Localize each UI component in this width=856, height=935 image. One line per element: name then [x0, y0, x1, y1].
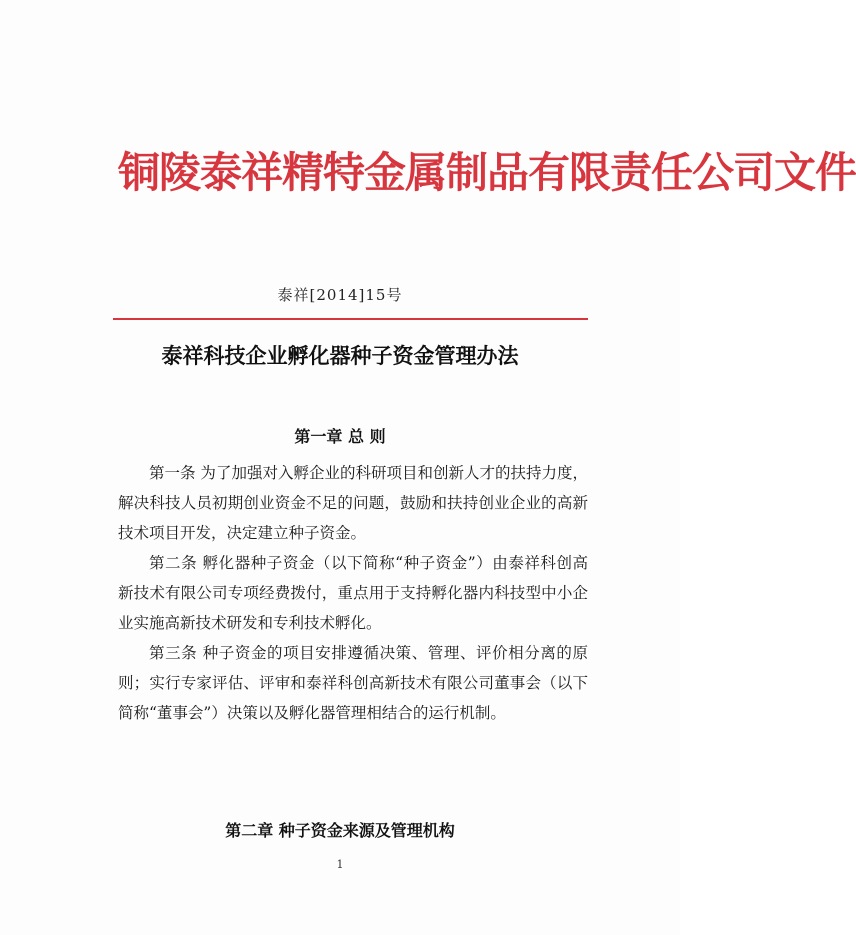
red-divider-line — [113, 318, 588, 320]
page-number: 1 — [336, 858, 344, 871]
chapter-2-heading: 第二章 种子资金来源及管理机构 — [225, 821, 455, 840]
document-title: 泰祥科技企业孵化器种子资金管理办法 — [161, 344, 519, 368]
chapter-1-heading: 第一章 总 则 — [294, 427, 386, 446]
article-3: 第三条 种子资金的项目安排遵循决策、管理、评价相分离的原则；实行专家评估、评审和泰祥科创高新技术有限公司董事会（以下简称“董事会”）决策以及孵化器管理相结合的运行机制。 — [118, 644, 588, 722]
org-header-title: 铜陵泰祥精特金属制品有限责任公司文件 — [118, 148, 856, 197]
chapter-1-body — [118, 458, 588, 728]
document-number: 泰祥[2014]15号 — [277, 286, 403, 304]
article-1: 第一条 为了加强对入孵企业的科研项目和创新人才的扶持力度，解决科技人员初期创业资金不足的问题，鼓励和扶持创业企业的高新技术项目开发，决定建立种子资金。 — [118, 464, 588, 542]
article-2: 第二条 孵化器种子资金（以下简称“种子资金”）由泰祥科创高新技术有限公司专项经费拨付，重点用于支持孵化器内科技型中小企业实施高新技术研发和专利技术孵化。 — [118, 554, 588, 632]
